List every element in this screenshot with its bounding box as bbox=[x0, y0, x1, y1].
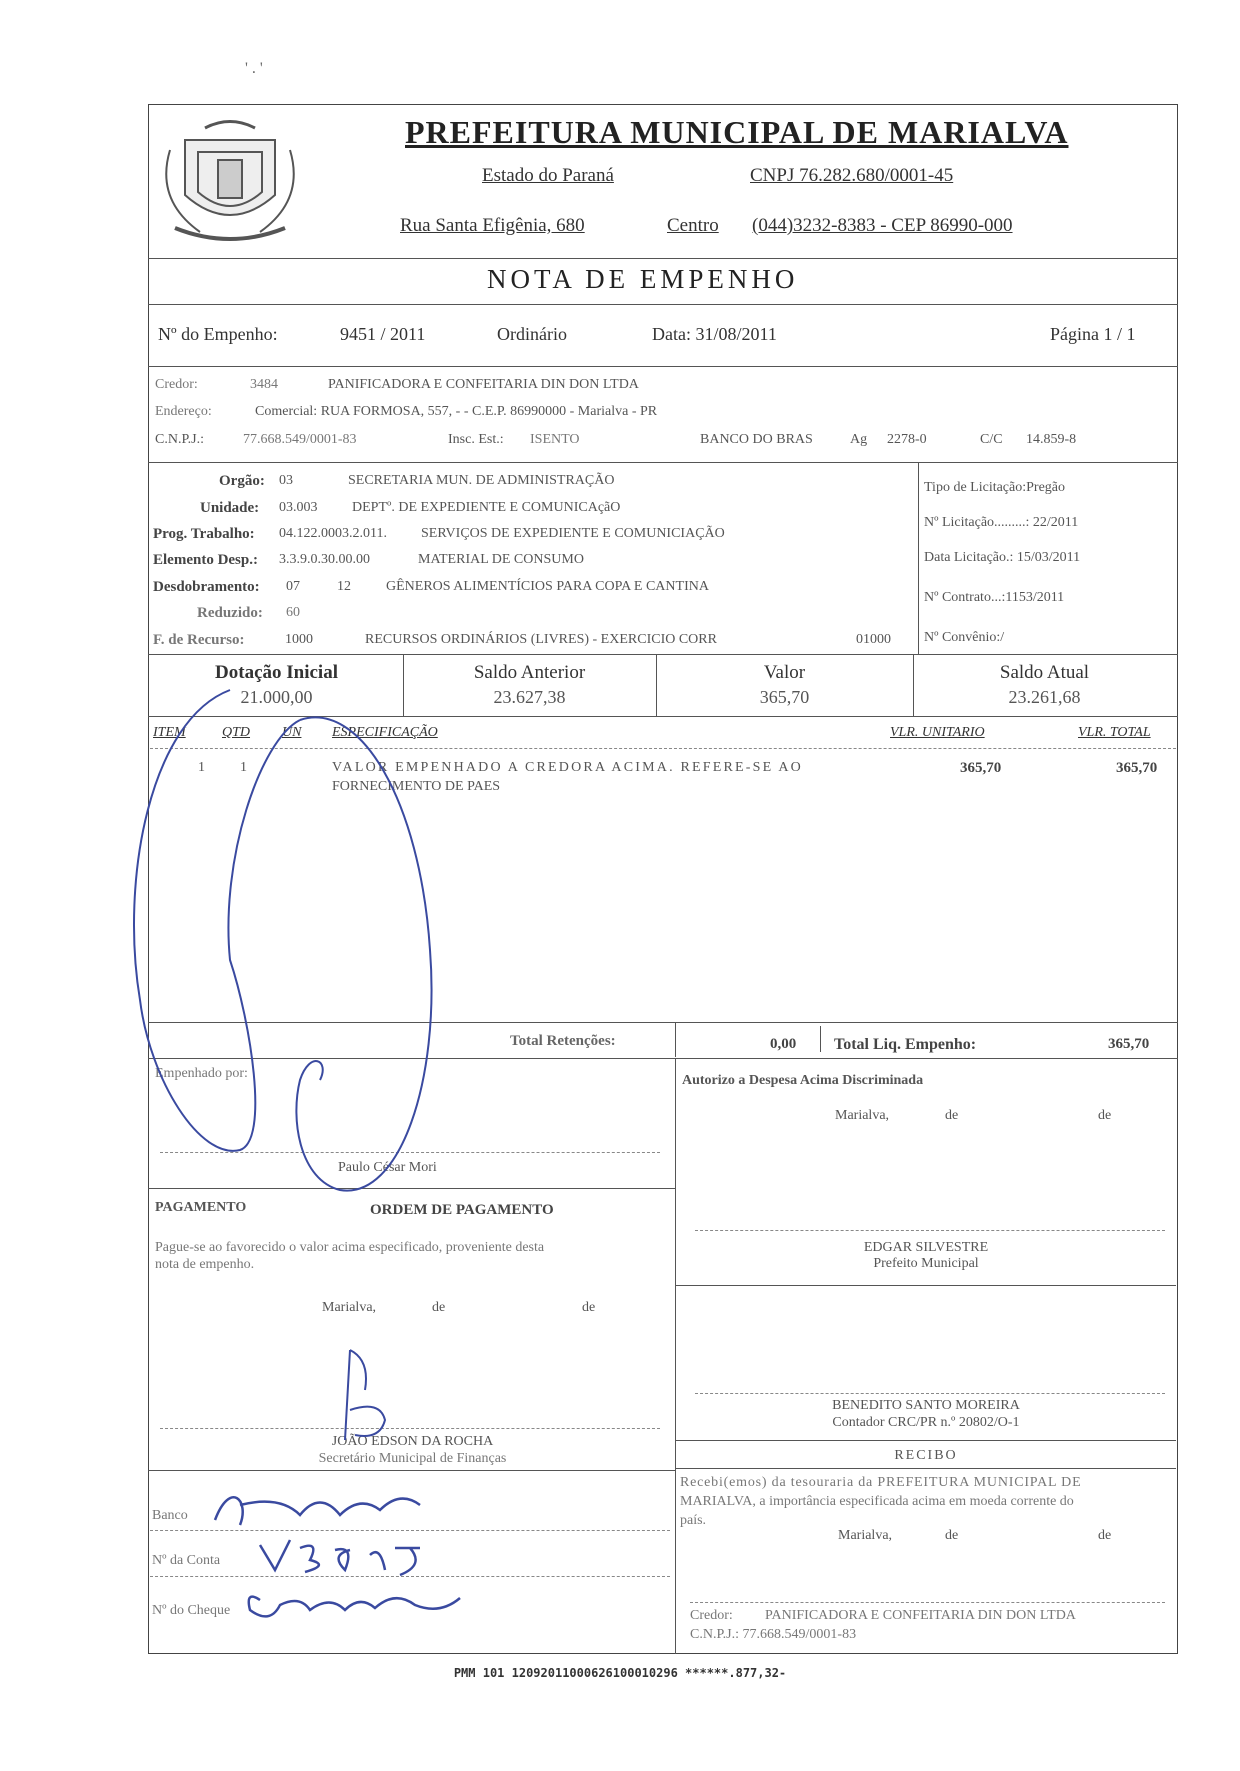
recibo-line1: Recebi(emos) da tesouraria da PREFEITURA MUNICIPAL DE bbox=[680, 1475, 1082, 1490]
desdob-code: 07 bbox=[286, 579, 300, 594]
saldo-anterior-label: Saldo Anterior bbox=[473, 662, 586, 683]
recibo-label: RECIBO bbox=[894, 1448, 958, 1463]
credor-cnpj: 77.668.549/0001-83 bbox=[243, 432, 357, 447]
financas-nome: JOÃO EDSON DA ROCHA bbox=[331, 1434, 494, 1449]
credor-sign-label: Credor: bbox=[690, 1608, 733, 1623]
empenhado-label: Empenhado por: bbox=[155, 1066, 248, 1081]
cnpj-prefeitura: CNPJ 76.282.680/0001-45 bbox=[750, 165, 954, 186]
de-2a: de bbox=[432, 1300, 446, 1315]
banco-name: BANCO DO BRAS bbox=[700, 432, 813, 447]
conta-label: Nº da Conta bbox=[152, 1553, 221, 1568]
recurso-name: RECURSOS ORDINÁRIOS (LIVRES) - EXERCICIO CORR bbox=[365, 632, 717, 647]
district: Centro bbox=[667, 215, 719, 236]
prefeitura-title: PREFEITURA MUNICIPAL DE MARIALVA bbox=[405, 114, 1069, 150]
saldo-atual-label: Saldo Atual bbox=[999, 662, 1090, 683]
cheque-label: Nº do Cheque bbox=[152, 1603, 231, 1618]
orgao-label: Orgão: bbox=[219, 473, 265, 489]
credor-sign-name: PANIFICADORA E CONFEITARIA DIN DON LTDA bbox=[765, 1608, 1076, 1623]
insc-label: Insc. Est.: bbox=[448, 432, 504, 447]
credor-code: 3484 bbox=[250, 377, 278, 392]
page-number: Página 1 / 1 bbox=[1050, 324, 1136, 344]
pagamento-label: PAGAMENTO bbox=[155, 1200, 247, 1215]
retencoes-label: Total Retenções: bbox=[510, 1033, 616, 1049]
numero-contrato: Nº Contrato...:1153/2011 bbox=[924, 590, 1065, 605]
scan-marks: ' . ' bbox=[245, 60, 263, 77]
recurso-label: F. de Recurso: bbox=[153, 632, 245, 648]
retencoes-value: 0,00 bbox=[770, 1036, 797, 1052]
ag-value: 2278-0 bbox=[887, 432, 927, 447]
orgao-code: 03 bbox=[279, 473, 293, 488]
desdob-name: GÊNEROS ALIMENTÍCIOS PARA COPA E CANTINA bbox=[386, 579, 709, 594]
data-licitacao: Data Licitação.: 15/03/2011 bbox=[924, 550, 1081, 565]
financas-cargo: Secretário Municipal de Finanças bbox=[318, 1451, 507, 1466]
credor-name: PANIFICADORA E CONFEITARIA DIN DON LTDA bbox=[328, 377, 639, 392]
recibo-line3: país. bbox=[680, 1513, 707, 1528]
prog-code: 04.122.0003.2.011. bbox=[279, 526, 387, 541]
empenho-date: Data: 31/08/2011 bbox=[652, 324, 777, 344]
prefeito-nome: EDGAR SILVESTRE bbox=[863, 1240, 989, 1255]
col-qtd: QTD bbox=[222, 725, 251, 740]
orgao-name: SECRETARIA MUN. DE ADMINISTRAÇÃO bbox=[348, 473, 615, 488]
pague-line1: Pague-se ao favorecido o valor acima especificado, proveniente desta bbox=[155, 1240, 545, 1255]
address: Rua Santa Efigênia, 680 bbox=[400, 215, 585, 236]
cc-value: 14.859-8 bbox=[1026, 432, 1077, 447]
saldo-atual-value: 23.261,68 bbox=[1008, 687, 1081, 707]
prog-name: SERVIÇOS DE EXPEDIENTE E COMUNICIAÇÃO bbox=[421, 526, 725, 541]
de-1b: de bbox=[1098, 1108, 1112, 1123]
unidade-code: 03.003 bbox=[279, 500, 318, 515]
de-3b: de bbox=[1098, 1528, 1112, 1543]
elemento-code: 3.3.9.0.30.00.00 bbox=[279, 552, 370, 567]
insc-value: ISENTO bbox=[530, 432, 580, 447]
autorizo-text: Autorizo a Despesa Acima Discriminada bbox=[682, 1073, 924, 1088]
de-2b: de bbox=[582, 1300, 596, 1315]
col-vlr-total: VLR. TOTAL bbox=[1078, 725, 1151, 740]
dotacao-inicial-value: 21.000,00 bbox=[240, 687, 313, 707]
banco-label: Banco bbox=[152, 1508, 188, 1523]
item-espec-line1: VALOR EMPENHADO A CREDORA ACIMA. REFERE-SE AO bbox=[332, 760, 803, 775]
recurso-code: 1000 bbox=[285, 632, 313, 647]
col-un: UN bbox=[282, 725, 302, 740]
valor-value: 365,70 bbox=[759, 687, 810, 707]
elemento-label: Elemento Desp.: bbox=[153, 552, 258, 568]
desdob-label: Desdobramento: bbox=[153, 579, 260, 595]
numero-licitacao: Nº Licitação.........: 22/2011 bbox=[924, 515, 1079, 530]
credor-endereco: Comercial: RUA FORMOSA, 557, - - C.E.P. 86990000 - Marialva - PR bbox=[255, 404, 658, 419]
credor-sign-cnpj: C.N.P.J.: 77.668.549/0001-83 bbox=[690, 1627, 857, 1642]
pague-line2: nota de empenho. bbox=[155, 1257, 255, 1272]
dotacao-inicial-label: Dotação Inicial bbox=[215, 662, 338, 683]
prog-label: Prog. Trabalho: bbox=[153, 526, 255, 542]
col-vlr-unitario: VLR. UNITARIO bbox=[890, 725, 985, 740]
unidade-label: Unidade: bbox=[200, 500, 260, 516]
elemento-name: MATERIAL DE CONSUMO bbox=[418, 552, 584, 567]
marialva-3: Marialva, bbox=[838, 1528, 893, 1543]
recurso-code2: 01000 bbox=[856, 632, 891, 647]
ag-label: Ag bbox=[850, 432, 868, 447]
valor-label: Valor bbox=[763, 662, 806, 683]
item-espec-line2: FORNECIMENTO DE PAES bbox=[332, 779, 501, 794]
reduzido-label: Reduzido: bbox=[197, 605, 263, 621]
saldo-anterior-value: 23.627,38 bbox=[493, 687, 566, 707]
phone-cep: (044)3232-8383 - CEP 86990-000 bbox=[752, 215, 1013, 236]
empenho-number: 9451 / 2011 bbox=[340, 324, 426, 344]
empenhado-nome: Paulo César Mori bbox=[338, 1160, 437, 1175]
contador-cargo: Contador CRC/PR n.º 20802/O-1 bbox=[832, 1415, 1020, 1430]
cc-label: C/C bbox=[980, 432, 1003, 447]
prefeito-cargo: Prefeito Municipal bbox=[873, 1256, 979, 1271]
item-vlr-total: 365,70 bbox=[1116, 760, 1158, 776]
col-item: ITEM bbox=[153, 725, 186, 740]
de-3a: de bbox=[945, 1528, 959, 1543]
numero-convenio: Nº Convênio:/ bbox=[924, 630, 1005, 645]
recibo-line2: MARIALVA, a importância especificada acima em moeda corrente do bbox=[680, 1494, 1074, 1509]
item-qtd: 1 bbox=[240, 760, 247, 775]
desdob-code2: 12 bbox=[337, 579, 351, 594]
empenho-type: Ordinário bbox=[497, 324, 567, 344]
marialva-1: Marialva, bbox=[835, 1108, 890, 1123]
empenho-label: Nº do Empenho: bbox=[158, 324, 278, 344]
ordem-pagamento-label: ORDEM DE PAGAMENTO bbox=[370, 1202, 554, 1218]
liq-label: Total Liq. Empenho: bbox=[834, 1036, 977, 1053]
col-especificacao: ESPECIFICAÇÃO bbox=[332, 725, 438, 740]
marialva-2: Marialva, bbox=[322, 1300, 377, 1315]
unidade-name: DEPTº. DE EXPEDIENTE E COMUNICAçãO bbox=[352, 500, 621, 515]
credor-label: Credor: bbox=[155, 377, 198, 392]
tipo-licitacao: Tipo de Licitação:Pregão bbox=[924, 480, 1066, 495]
reduzido-value: 60 bbox=[286, 605, 300, 620]
liq-value: 365,70 bbox=[1108, 1036, 1150, 1052]
doc-title: NOTA DE EMPENHO bbox=[487, 264, 799, 294]
credor-cnpj-label: C.N.P.J.: bbox=[155, 432, 205, 447]
item-number: 1 bbox=[198, 760, 205, 775]
de-1a: de bbox=[945, 1108, 959, 1123]
endereco-label: Endereço: bbox=[155, 404, 212, 419]
footer-code: PMM 101 12092011000626100010296 ******.877,32- bbox=[453, 1666, 787, 1680]
contador-nome: BENEDITO SANTO MOREIRA bbox=[832, 1398, 1020, 1413]
item-vlr-unit: 365,70 bbox=[960, 760, 1002, 776]
estado: Estado do Paraná bbox=[482, 165, 614, 186]
